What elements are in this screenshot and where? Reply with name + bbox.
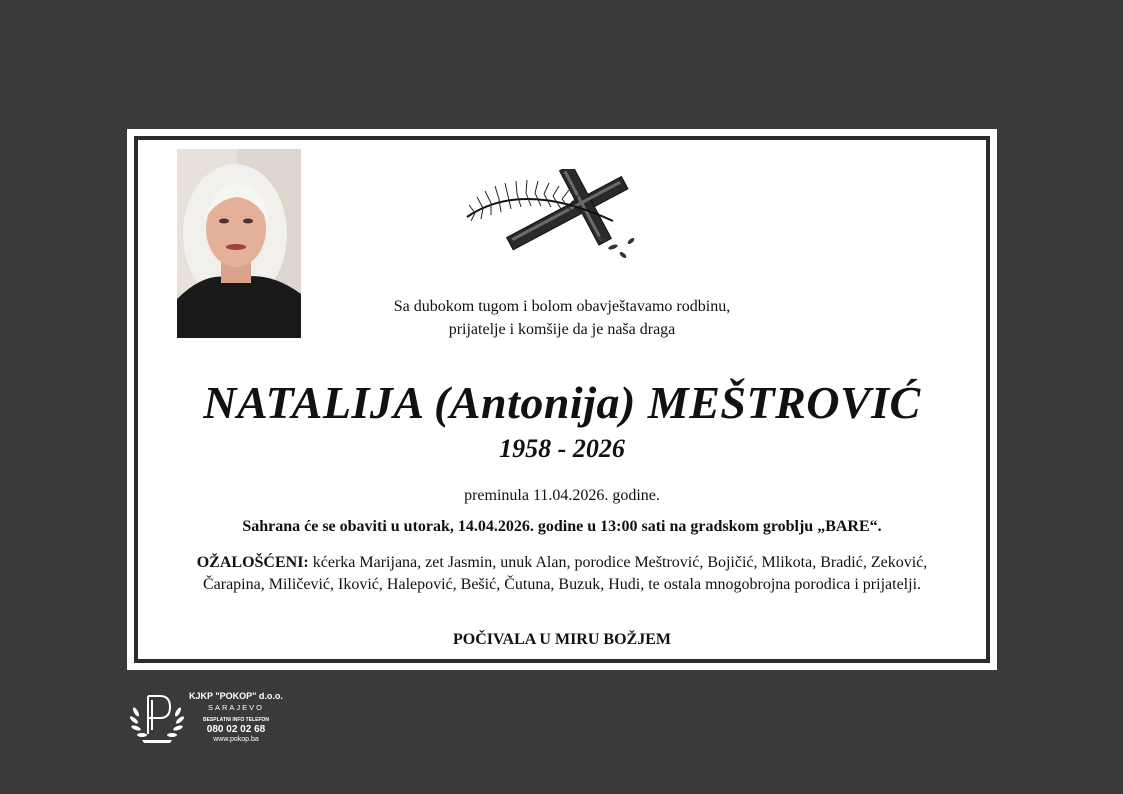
deceased-name: NATALIJA (Antonija) MEŠTROVIĆ <box>203 377 921 428</box>
intro-line-1: Sa dubokom tugom i bolom obavještavamo rodbinu, <box>393 298 731 315</box>
mourners-label: OŽALOŠĆENI: <box>196 554 309 571</box>
life-years: 1958 - 2026 <box>499 434 625 463</box>
rest-in-peace: POČIVALA U MIRU BOŽJEM <box>453 631 671 648</box>
company-branding <box>128 690 328 750</box>
intro-line-2: prijatelje i komšije da je naša draga <box>448 321 676 338</box>
funeral-details: Sahrana će se obaviti u utorak, 14.04.2026. godine u 13:00 sati na gradskom groblju „BARE“. <box>242 518 882 535</box>
mourners-list <box>167 552 957 596</box>
company-name: KJKP "POKOP" d.o.o. <box>189 691 283 701</box>
cross-with-palm-icon <box>463 169 643 264</box>
date-of-death: preminula 11.04.2026. godine. <box>464 487 660 504</box>
company-info <box>186 690 286 744</box>
company-website: www.pokop.ba <box>213 736 259 743</box>
company-city: SARAJEVO <box>207 703 264 712</box>
intro-text <box>127 295 997 341</box>
pokop-logo-icon <box>128 690 186 746</box>
info-phone-label: BESPLATNI INFO TELEFON <box>202 717 270 723</box>
obituary-notice <box>127 129 997 670</box>
mourners-names: kćerka Marijana, zet Jasmin, unuk Alan, porodice Meštrović, Bojičić, Mlikota, Bradić, Zeković, Čarapina, Miličević, Iković, Halepović, Bešić, Čutuna, Buzuk, Hudi, te ostala mnogobrojna porodica i prijatelji. <box>202 554 928 593</box>
info-phone-number: 080 02 02 68 <box>206 724 266 735</box>
